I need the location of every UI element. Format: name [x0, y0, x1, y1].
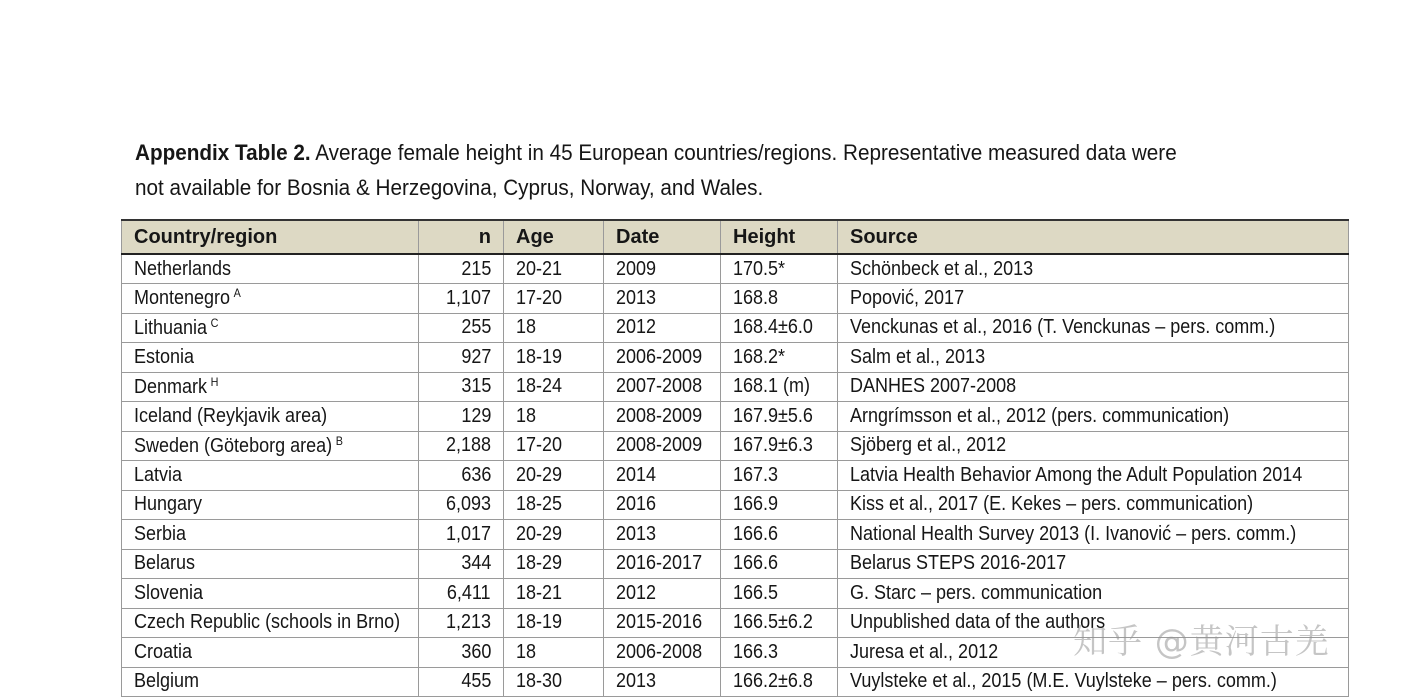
cell-country: [122, 372, 419, 402]
cell-date-text: 2013: [616, 522, 657, 545]
cell-country-text: Netherlands: [134, 257, 232, 280]
cell-country: [122, 667, 419, 697]
watermark: 知乎 @黄河古羌: [1073, 622, 1330, 662]
cell-age: [504, 579, 604, 609]
cell-source: [838, 549, 1349, 579]
cell-source-text: Popović, 2017: [850, 286, 965, 309]
header-country: Country/region: [122, 220, 419, 254]
cell-country: [122, 284, 419, 314]
cell-age: [504, 638, 604, 668]
cell-height-text: 166.5: [733, 581, 779, 604]
cell-n-text: 455: [460, 670, 491, 693]
cell-date: [604, 638, 721, 668]
cell-date: [604, 579, 721, 609]
cell-n-text: 1,107: [445, 286, 491, 309]
cell-date: [604, 667, 721, 697]
cell-n: [419, 490, 504, 520]
cell-source-text: Belarus STEPS 2016-2017: [850, 552, 1067, 575]
cell-age-text: 18-30: [516, 670, 563, 693]
cell-source: [838, 431, 1349, 461]
cell-age-text: 18-21: [516, 581, 563, 604]
cell-age: [504, 343, 604, 373]
cell-age-text: 18-24: [516, 375, 563, 398]
cell-n: [419, 343, 504, 373]
cell-age-text: 18: [516, 640, 537, 663]
cell-n: [419, 667, 504, 697]
cell-source-text: Sjöberg et al., 2012: [850, 434, 1007, 457]
cell-age-text: 20-29: [516, 522, 563, 545]
cell-source: [838, 461, 1349, 491]
cell-source: [838, 372, 1349, 402]
cell-date: [604, 343, 721, 373]
cell-height-text: 168.4±6.0: [733, 316, 813, 339]
cell-n: [419, 372, 504, 402]
table-row: [122, 667, 1349, 697]
cell-date: [604, 431, 721, 461]
cell-source: [838, 313, 1349, 343]
cell-height-text: 166.9: [733, 493, 779, 516]
cell-source: [838, 343, 1349, 373]
cell-height: [721, 579, 838, 609]
cell-n-text: 1,213: [445, 611, 491, 634]
cell-height: [721, 608, 838, 638]
table-row: [122, 549, 1349, 579]
cell-source: [838, 490, 1349, 520]
table-row: [122, 284, 1349, 314]
cell-age-text: 20-29: [516, 463, 563, 486]
cell-country: [122, 549, 419, 579]
cell-n-text: 255: [460, 316, 491, 339]
table-caption: [135, 135, 1202, 205]
cell-country-text: Croatia: [134, 640, 193, 663]
cell-n-text: 1,017: [445, 522, 491, 545]
cell-source-text: Arngrímsson et al., 2012 (pers. communication): [850, 404, 1230, 427]
cell-date-text: 2007-2008: [616, 375, 703, 398]
cell-age-text: 18-19: [516, 611, 563, 634]
cell-country-text: Iceland (Reykjavik area): [134, 404, 328, 427]
table-row: [122, 490, 1349, 520]
table-row: [122, 372, 1349, 402]
cell-n-text: 6,411: [447, 581, 491, 604]
cell-n: [419, 579, 504, 609]
cell-age-text: 18-25: [516, 493, 563, 516]
cell-date-text: 2006-2008: [616, 640, 703, 663]
cell-age: [504, 372, 604, 402]
cell-height-text: 167.9±6.3: [733, 434, 813, 457]
table-row: [122, 313, 1349, 343]
cell-height-text: 166.3: [733, 640, 779, 663]
cell-country: [122, 313, 419, 343]
cell-country: [122, 490, 419, 520]
cell-n: [419, 461, 504, 491]
cell-country: [122, 254, 419, 284]
cell-country: [122, 431, 419, 461]
cell-age-text: 17-20: [516, 434, 563, 457]
table-row: [122, 461, 1349, 491]
cell-source: [838, 667, 1349, 697]
cell-country-text: Estonia: [134, 345, 195, 368]
cell-n: [419, 284, 504, 314]
cell-height: [721, 313, 838, 343]
cell-height: [721, 284, 838, 314]
caption-text: Average female height in 45 European countries/regions. Representative measured data were not available for Bosnia & Herzegovina, Cyprus, Norway, and Wales.: [135, 140, 1177, 200]
cell-country-text: Slovenia: [134, 581, 204, 604]
cell-age: [504, 490, 604, 520]
cell-date-text: 2014: [616, 463, 657, 486]
cell-height: [721, 343, 838, 373]
cell-n: [419, 313, 504, 343]
header-source: Source: [838, 220, 1349, 254]
cell-country: [122, 520, 419, 550]
cell-date-text: 2012: [616, 581, 657, 604]
cell-height: [721, 372, 838, 402]
cell-source-text: National Health Survey 2013 (I. Ivanović – pers. comm.): [850, 522, 1297, 545]
cell-age-text: 17-20: [516, 286, 563, 309]
cell-source-text: Juresa et al., 2012: [850, 640, 999, 663]
cell-country: [122, 461, 419, 491]
cell-source: [838, 284, 1349, 314]
table-row: [122, 402, 1349, 432]
cell-country: [122, 638, 419, 668]
cell-country-text: Montenegro $^A$: [134, 286, 241, 310]
cell-date: [604, 490, 721, 520]
header-date: Date: [604, 220, 721, 254]
cell-height: [721, 520, 838, 550]
cell-n: [419, 254, 504, 284]
cell-date-text: 2013: [616, 670, 657, 693]
cell-source-text: DANHES 2007-2008: [850, 375, 1017, 398]
cell-source: [838, 402, 1349, 432]
cell-n-text: 6,093: [445, 493, 491, 516]
cell-source-text: Kiss et al., 2017 (E. Kekes – pers. communication): [850, 493, 1254, 516]
cell-source-text: G. Starc – pers. communication: [850, 581, 1103, 604]
cell-age: [504, 549, 604, 579]
footnote-marker: A: [233, 286, 241, 301]
cell-country-text: Hungary: [134, 493, 203, 516]
cell-source-text: Salm et al., 2013: [850, 345, 986, 368]
cell-n: [419, 638, 504, 668]
cell-height: [721, 667, 838, 697]
cell-date-text: 2016-2017: [616, 552, 703, 575]
cell-height-text: 167.3: [733, 463, 779, 486]
cell-country-text: Serbia: [134, 522, 187, 545]
cell-date-text: 2008-2009: [616, 404, 703, 427]
cell-height: [721, 461, 838, 491]
cell-n-text: 927: [460, 345, 491, 368]
table-row: [122, 343, 1349, 373]
cell-height: [721, 254, 838, 284]
cell-country-text: Denmark $^H$: [134, 374, 219, 398]
cell-country-text: Belarus: [134, 552, 196, 575]
cell-height-text: 167.9±5.6: [733, 404, 813, 427]
cell-height-text: 166.6: [733, 522, 779, 545]
footnote-marker: H: [210, 374, 219, 389]
table-row: [122, 431, 1349, 461]
table-header: [122, 220, 1349, 254]
cell-n-text: 315: [460, 375, 491, 398]
cell-country: [122, 608, 419, 638]
cell-height-text: 168.1 (m): [733, 375, 811, 398]
cell-age-text: 18: [516, 316, 537, 339]
cell-country-text: Czech Republic (schools in Brno): [134, 611, 401, 634]
cell-height-text: 170.5*: [733, 257, 786, 280]
cell-n-text: 344: [460, 552, 491, 575]
cell-source: [838, 520, 1349, 550]
cell-date: [604, 520, 721, 550]
cell-n-text: 215: [460, 257, 491, 280]
cell-age-text: 18: [516, 404, 537, 427]
cell-country: [122, 402, 419, 432]
cell-height-text: 166.6: [733, 552, 779, 575]
cell-n-text: 2,188: [445, 434, 491, 457]
cell-date: [604, 461, 721, 491]
cell-height-text: 168.8: [733, 286, 779, 309]
cell-age: [504, 461, 604, 491]
cell-height: [721, 549, 838, 579]
cell-date-text: 2008-2009: [616, 434, 703, 457]
cell-age: [504, 667, 604, 697]
table-row: [122, 254, 1349, 284]
cell-date: [604, 254, 721, 284]
footnote-marker: B: [335, 433, 343, 448]
cell-source: [838, 254, 1349, 284]
cell-age: [504, 254, 604, 284]
cell-date-text: 2016: [616, 493, 657, 516]
cell-n: [419, 431, 504, 461]
cell-height: [721, 431, 838, 461]
caption-label: Appendix Table 2.: [135, 140, 311, 165]
cell-n: [419, 402, 504, 432]
cell-n: [419, 549, 504, 579]
cell-age-text: 20-21: [516, 257, 563, 280]
cell-age: [504, 431, 604, 461]
cell-age: [504, 520, 604, 550]
cell-country-text: Sweden (Göteborg area) $^B$: [134, 433, 343, 457]
header-height: Height: [721, 220, 838, 254]
header-age: Age: [504, 220, 604, 254]
cell-age: [504, 313, 604, 343]
cell-height: [721, 638, 838, 668]
cell-source-text: Latvia Health Behavior Among the Adult Population 2014: [850, 463, 1303, 486]
table-row: [122, 520, 1349, 550]
cell-height: [721, 490, 838, 520]
cell-date: [604, 402, 721, 432]
cell-source-text: Venckunas et al., 2016 (T. Venckunas – pers. comm.): [850, 316, 1276, 339]
footnote-marker: C: [210, 315, 219, 330]
cell-date-text: 2012: [616, 316, 657, 339]
cell-source-text: Unpublished data of the authors: [850, 611, 1106, 634]
cell-date-text: 2006-2009: [616, 345, 703, 368]
table-row: [122, 579, 1349, 609]
cell-date: [604, 549, 721, 579]
cell-height-text: 166.2±6.8: [733, 670, 813, 693]
cell-n: [419, 520, 504, 550]
cell-height: [721, 402, 838, 432]
cell-source: [838, 579, 1349, 609]
cell-n: [419, 608, 504, 638]
cell-date: [604, 372, 721, 402]
cell-age: [504, 402, 604, 432]
cell-country-text: Belgium: [134, 670, 200, 693]
cell-source-text: Schönbeck et al., 2013: [850, 257, 1034, 280]
cell-date: [604, 284, 721, 314]
cell-age: [504, 284, 604, 314]
cell-age-text: 18-19: [516, 345, 563, 368]
cell-date-text: 2015-2016: [616, 611, 703, 634]
cell-date: [604, 313, 721, 343]
cell-date: [604, 608, 721, 638]
cell-country-text: Lithuania $^C$: [134, 315, 219, 339]
cell-n-text: 129: [460, 404, 491, 427]
cell-n-text: 360: [460, 640, 491, 663]
cell-age: [504, 608, 604, 638]
cell-country: [122, 343, 419, 373]
cell-source-text: Vuylsteke et al., 2015 (M.E. Vuylsteke – pers. comm.): [850, 670, 1277, 693]
cell-country: [122, 579, 419, 609]
cell-height-text: 168.2*: [733, 345, 786, 368]
cell-country-text: Latvia: [134, 463, 183, 486]
cell-date-text: 2013: [616, 286, 657, 309]
cell-date-text: 2009: [616, 257, 657, 280]
cell-age-text: 18-29: [516, 552, 563, 575]
cell-height-text: 166.5±6.2: [733, 611, 813, 634]
cell-n-text: 636: [460, 463, 491, 486]
header-n: n: [419, 220, 504, 254]
